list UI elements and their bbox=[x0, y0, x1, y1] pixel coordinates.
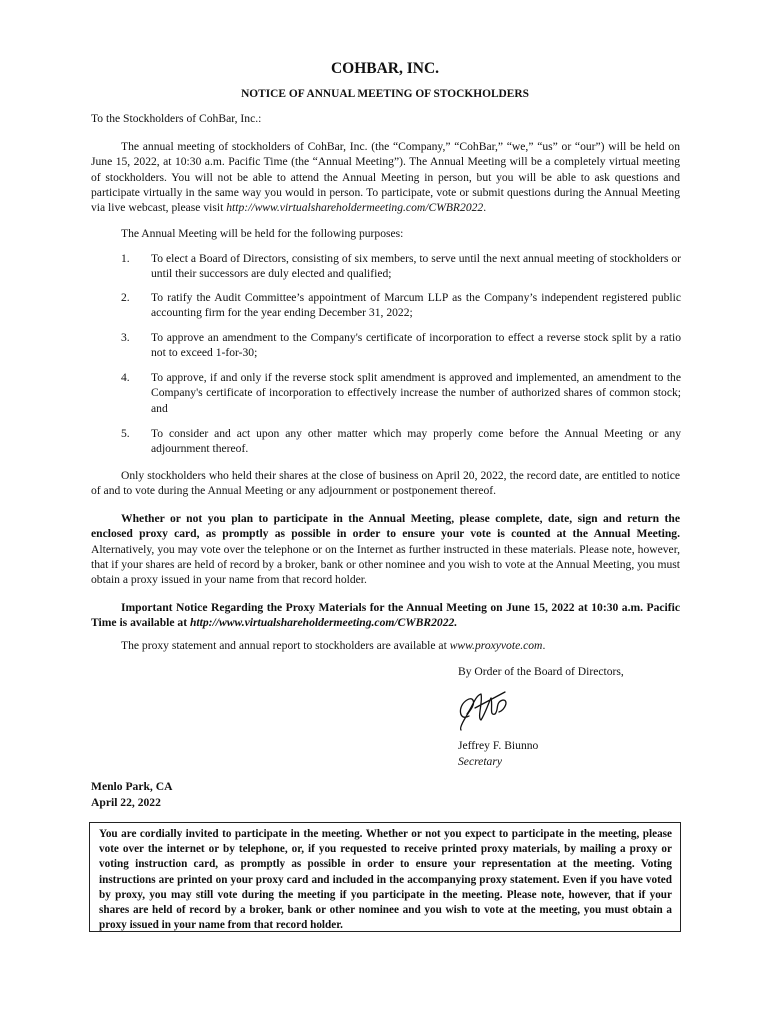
proxyvote-link[interactable]: www.proxyvote.com bbox=[449, 639, 543, 652]
boxed-invitation bbox=[89, 822, 681, 932]
purpose-number: 5. bbox=[121, 427, 130, 440]
purpose-number: 3. bbox=[121, 331, 130, 344]
record-date-paragraph: Only stockholders who held their shares at the close of business on April 20, 2022, the record date, are entitled to notice of and to vote during the Annual Meeting or any adjournment or postponement thereof. bbox=[91, 469, 680, 498]
purpose-text: To ratify the Audit Committee’s appointment of Marcum LLP as the Company’s independent registered public accounting firm for the year ending December 31, 2022; bbox=[151, 291, 681, 320]
purpose-text: To approve, if and only if the reverse stock split amendment is approved and implemented, an amendment to the Company's certificate of incorporation to effectively increase the number of authorized shares of common stock; and bbox=[151, 371, 681, 415]
availability-end: . bbox=[542, 639, 546, 652]
purpose-text: To approve an amendment to the Company's certificate of incorporation to effect a reverse stock split by a ratio not to exceed 1-for-30; bbox=[151, 331, 681, 360]
notice-title: NOTICE OF ANNUAL MEETING OF STOCKHOLDERS bbox=[241, 88, 529, 100]
signer-title: Secretary bbox=[458, 755, 502, 768]
notice-date: April 22, 2022 bbox=[91, 796, 161, 809]
salutation: To the Stockholders of CohBar, Inc.: bbox=[91, 112, 262, 125]
voting-paragraph bbox=[91, 511, 680, 587]
signer-name: Jeffrey F. Biunno bbox=[458, 739, 539, 752]
signature-image bbox=[455, 688, 515, 734]
purposes-intro: The Annual Meeting will be held for the following purposes: bbox=[121, 227, 404, 240]
availability-line bbox=[121, 638, 681, 653]
voting-details: Alternatively, you may vote over the telephone or on the Internet as further instructed in these materials. Please note, however, that if your shares are held of record by a broker, bank or other nominee and you wish to vote at the Annual Meeting, you must obtain a proxy issued in your name from that record holder. bbox=[91, 542, 680, 587]
purpose-number: 4. bbox=[121, 371, 130, 384]
purpose-text: To elect a Board of Directors, consisting of six members, to serve until the next annual meeting of stockholders or until their successors are duly elected and qualified; bbox=[151, 252, 681, 281]
company-name: COHBAR, INC. bbox=[330, 60, 440, 77]
meeting-webcast-link[interactable]: http://www.virtualshareholdermeeting.com/CWBR2022 bbox=[226, 201, 484, 215]
proxy-materials-notice bbox=[91, 600, 680, 631]
availability-text: The proxy statement and annual report to stockholders are available at bbox=[121, 639, 450, 652]
purpose-text: To consider and act upon any other matter which may properly come before the Annual Meeting or any adjournment thereof. bbox=[151, 427, 681, 456]
intro-end: . bbox=[483, 201, 487, 215]
voting-emphasis: Whether or not you plan to participate in the Annual Meeting, please complete, date, sign and return the enclosed proxy card, as promptly as possible in order to ensure your vote is counted at the Annual Meeting. bbox=[91, 512, 680, 541]
intro-paragraph bbox=[91, 139, 680, 215]
proxy-notice-text: Important Notice Regarding the Proxy Materials for the Annual Meeting on June 15, 2022 at 10:30 a.m. Pacific Time is available at bbox=[91, 601, 680, 630]
closing-line: By Order of the Board of Directors, bbox=[458, 665, 624, 678]
proxy-notice-link[interactable]: http://www.virtualshareholdermeeting.com/CWBR2022. bbox=[189, 616, 458, 630]
location: Menlo Park, CA bbox=[91, 780, 173, 793]
intro-text: The annual meeting of stockholders of CohBar, Inc. (the “Company,” “CohBar,” “we,” “us” or “our”) will be held on June 15, 2022, at 10:30 a.m. Pacific Time (the “Annual Meeting”). The Annual Meeting will be a completely virtual meeting of stockholders. You will not be able to attend the Annual Meeting in person, but you will be able to ask questions and participate virtually in the same way you would in person. To participate, vote or submit questions during the Annual Meeting via live webcast, please visit bbox=[91, 140, 680, 215]
purpose-number: 2. bbox=[121, 291, 130, 304]
purpose-number: 1. bbox=[121, 252, 130, 265]
boxed-invitation-text: You are cordially invited to participate in the meeting. Whether or not you expect to participate in the meeting, please vote over the internet or by telephone, or, if you requested to receive printed proxy materials, by mailing a proxy or voting instruction card, as promptly as possible in order to ensure your representation at the meeting. Voting instructions are printed on your proxy card and included in the accompanying proxy statement. Even if you have voted by proxy, you may still vote during the meeting if you participate in the meeting. Please note, however, that if your shares are held of record by a broker, bank or other nominee and you wish to vote at the meeting, you must obtain a proxy issued in your name from that record holder. bbox=[99, 828, 672, 932]
